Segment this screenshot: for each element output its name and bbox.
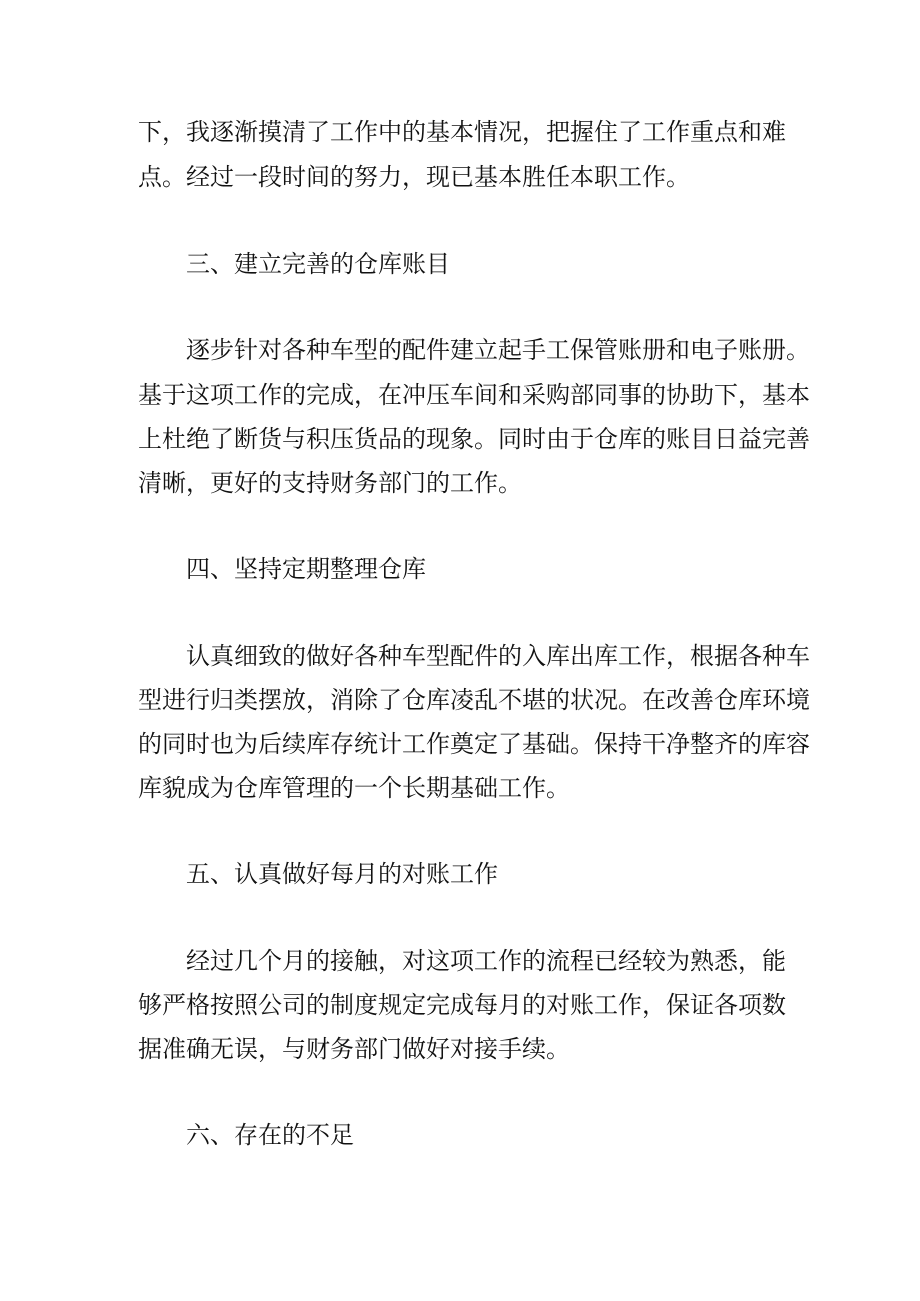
paragraph-5-line-3: 据准确无误，与财务部门做好对接手续。 bbox=[138, 1035, 570, 1063]
paragraph-3-line-3: 上杜绝了断货与积压货品的现象。同时由于仓库的账目日益完善 bbox=[138, 425, 810, 453]
paragraph-3-line-1: 逐步针对各种车型的配件建立起手工保管账册和电子账册。 bbox=[186, 336, 810, 364]
section-heading-5: 五、认真做好每月的对账工作 bbox=[186, 860, 498, 888]
paragraph-5-line-1: 经过几个月的接触，对这项工作的流程已经较为熟悉，能 bbox=[186, 947, 786, 975]
paragraph-4-line-3: 的同时也为后续库存统计工作奠定了基础。保持干净整齐的库容 bbox=[138, 730, 810, 758]
paragraph-4-line-4: 库貌成为仓库管理的一个长期基础工作。 bbox=[138, 774, 570, 802]
section-heading-6: 六、存在的不足 bbox=[186, 1121, 354, 1149]
paragraph-3-line-2: 基于这项工作的完成，在冲压车间和采购部同事的协助下，基本 bbox=[138, 381, 810, 409]
paragraph-4-line-1: 认真细致的做好各种车型配件的入库出库工作，根据各种车 bbox=[186, 642, 810, 670]
paragraph-3-line-4: 清晰，更好的支持财务部门的工作。 bbox=[138, 469, 522, 497]
paragraph-5-line-2: 够严格按照公司的制度规定完成每月的对账工作，保证各项数 bbox=[138, 991, 786, 1019]
section-heading-4: 四、坚持定期整理仓库 bbox=[186, 555, 426, 583]
paragraph-1-line-2: 点。经过一段时间的努力，现已基本胜任本职工作。 bbox=[138, 163, 690, 191]
section-heading-3: 三、建立完善的仓库账目 bbox=[186, 250, 450, 278]
paragraph-1-line-1: 下，我逐渐摸清了工作中的基本情况，把握住了工作重点和难 bbox=[138, 118, 786, 146]
paragraph-4-line-2: 型进行归类摆放，消除了仓库凌乱不堪的状况。在改善仓库环境 bbox=[138, 686, 810, 714]
